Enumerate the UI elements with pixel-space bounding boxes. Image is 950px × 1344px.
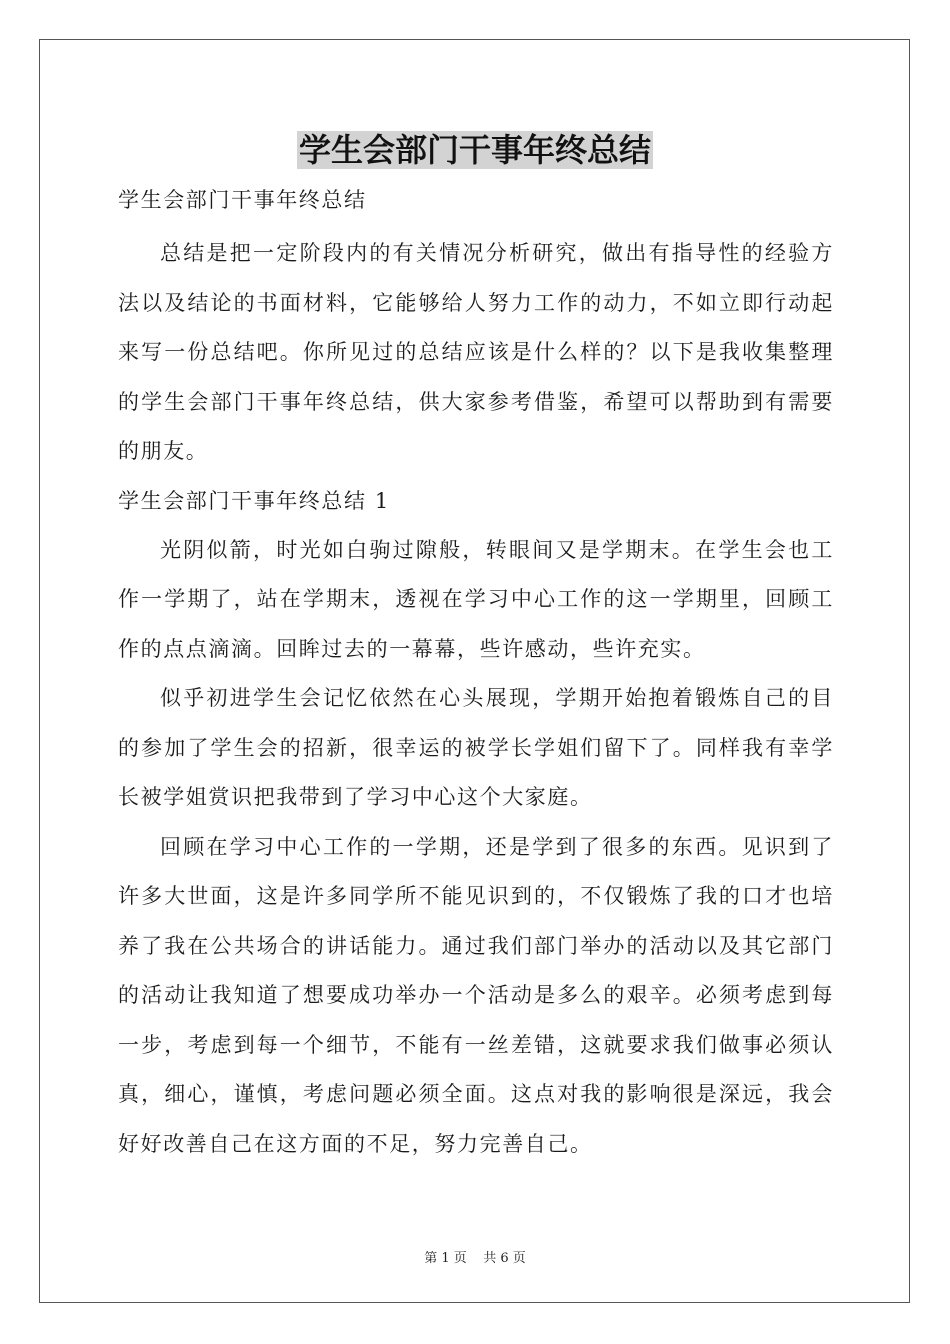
document-title-text: 学生会部门干事年终总结 — [298, 131, 651, 169]
body-paragraph-1: 光阴似箭，时光如白驹过隙般，转眼间又是学期末。在学生会也工作一学期了，站在学期末，透视在学习中心工作的这一学期里，回顾工作的点点滴滴。回眸过去的一幕幕，些许感动，些许充实。 — [118, 537, 834, 661]
document-title — [0, 128, 950, 172]
page-footer: 第 1 页 共 6 页 — [424, 1251, 526, 1266]
body-paragraph-2: 似乎初进学生会记忆依然在心头展现，学期开始抱着锻炼自己的目的参加了学生会的招新，很幸运的被学长学姐们留下了。同样我有幸学长被学姐赏识把我带到了学习中心这个大家庭。 — [118, 686, 834, 809]
body-paragraph-3: 回顾在学习中心工作的一学期，还是学到了很多的东西。见识到了许多大世面，这是许多同学所不能见识到的，不仅锻炼了我的口才也培养了我在公共场合的讲话能力。通过我们部门举办的活动以及其它部门的活动让我知道了想要成功举办一个活动是多么的艰辛。必须考虑到每一步，考虑到每一个细节，不能有一丝差错，这就要求我们做事必须认真，细心，谨慎，考虑问题必须全面。这点对我的影响很是深远，我会好好改善自己在这方面的不足，努力完善自己。 — [118, 834, 834, 1156]
section-heading: 学生会部门干事年终总结 1 — [118, 488, 390, 513]
document-body — [118, 178, 834, 1169]
document-subtitle: 学生会部门干事年终总结 — [118, 188, 367, 212]
intro-paragraph: 总结是把一定阶段内的有关情况分析研究，做出有指导性的经验方法以及结论的书面材料，它能够给人努力工作的动力，不如立即行动起来写一份总结吧。你所见过的总结应该是什么样的？以下是我收集整理的学生会部门干事年终总结，供大家参考借鉴，希望可以帮助到有需要的朋友。 — [118, 241, 834, 463]
